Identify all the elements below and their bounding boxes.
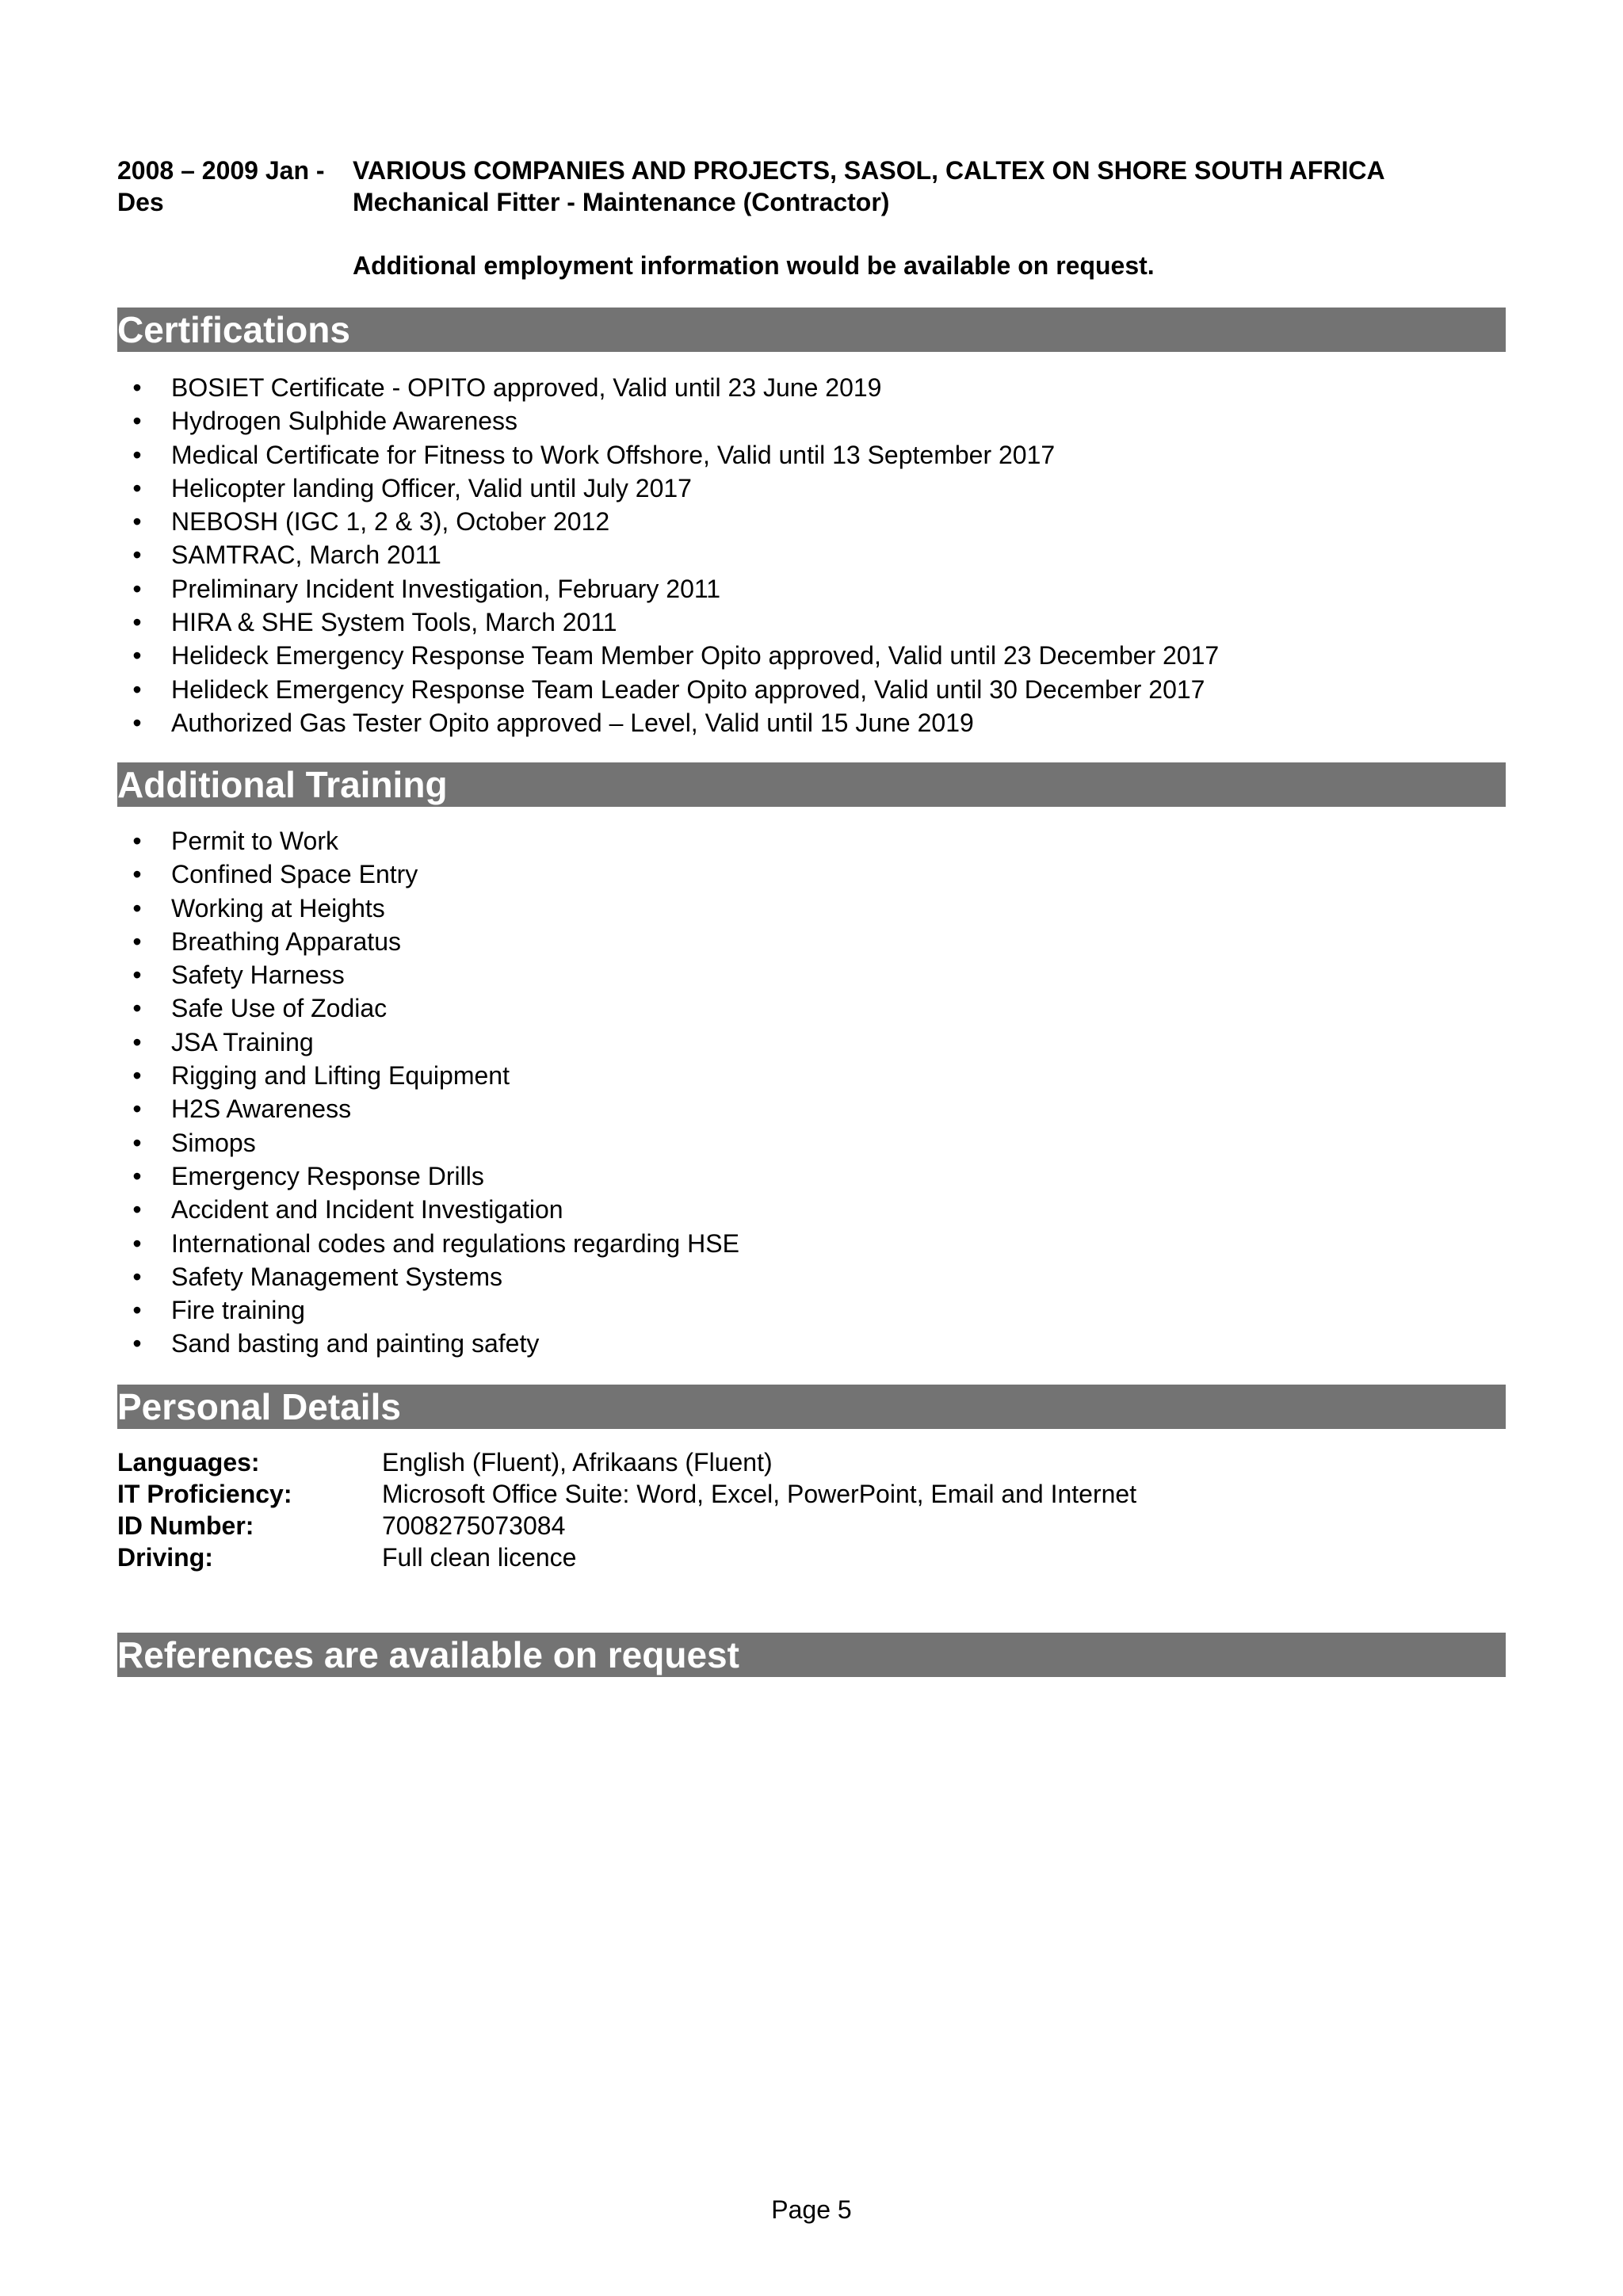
certification-item: [117, 706, 1512, 739]
bullet-icon: •: [132, 407, 142, 436]
training-item: [117, 1260, 1512, 1293]
training-item: [117, 1092, 1512, 1125]
bullet-icon: •: [132, 708, 142, 737]
training-item-text: Accident and Incident Investigation: [171, 1195, 563, 1224]
bullet-icon: •: [132, 1027, 142, 1056]
training-item-text: Fire training: [171, 1296, 305, 1325]
training-item-text: Rigging and Lifting Equipment: [171, 1061, 510, 1091]
certification-item-text: NEBOSH (IGC 1, 2 & 3), October 2012: [171, 507, 610, 537]
employment-date: 2008 – 2009 Jan - Des: [117, 156, 325, 216]
bullet-icon: •: [132, 926, 142, 956]
training-item: [117, 1227, 1512, 1260]
training-item: [117, 1059, 1512, 1092]
certification-item-text: SAMTRAC, March 2011: [171, 541, 441, 570]
training-item: [117, 892, 1512, 925]
training-item: [117, 925, 1512, 958]
personal-detail-value: English (Fluent), Afrikaans (Fluent): [382, 1448, 773, 1477]
training-item-text: Simops: [171, 1128, 256, 1157]
bullet-icon: •: [132, 373, 142, 402]
training-item: [117, 1327, 1512, 1360]
certification-item-text: Authorized Gas Tester Opito approved – Level, Valid until 15 June 2019: [171, 708, 974, 737]
certification-item-text: Medical Certificate for Fitness to Work Offshore, Valid until 13 September 2017: [171, 440, 1056, 469]
certification-item-text: HIRA & SHE System Tools, March 2011: [171, 608, 617, 637]
personal-detail-label: Driving:: [117, 1543, 213, 1572]
personal-detail-label: Languages:: [117, 1448, 260, 1477]
bullet-icon: •: [132, 1128, 142, 1157]
certification-item-text: BOSIET Certificate - OPITO approved, Valid until 23 June 2019: [171, 373, 882, 402]
bullet-icon: •: [132, 507, 142, 537]
training-item-text: Working at Heights: [171, 893, 385, 923]
training-item-text: International codes and regulations regarding HSE: [171, 1228, 739, 1258]
personal-detail-value: 7008275073084: [382, 1511, 566, 1540]
training-item-text: Confined Space Entry: [171, 860, 418, 889]
bullet-icon: •: [132, 1262, 142, 1291]
training-item-text: Safe Use of Zodiac: [171, 994, 388, 1023]
personal-detail-label: IT Proficiency:: [117, 1480, 292, 1508]
certification-item: [117, 472, 1512, 505]
bullet-icon: •: [132, 1228, 142, 1258]
personal-detail-value: Full clean licence: [382, 1543, 577, 1572]
training-item-text: H2S Awareness: [171, 1095, 352, 1124]
certification-item-text: Helideck Emergency Response Team Member Opito approved, Valid until 23 December 2017: [171, 641, 1220, 670]
bullet-icon: •: [132, 608, 142, 637]
bullet-icon: •: [132, 994, 142, 1023]
training-item: [117, 1293, 1512, 1327]
bullet-icon: •: [132, 1061, 142, 1091]
bullet-icon: •: [132, 1195, 142, 1224]
training-item: [117, 824, 1512, 858]
certification-item: [117, 673, 1512, 706]
bullet-icon: •: [132, 1329, 142, 1358]
personal-detail-value: Microsoft Office Suite: Word, Excel, PowerPoint, Email and Internet: [382, 1480, 1137, 1508]
certification-item: [117, 371, 1512, 404]
certification-item-text: Preliminary Incident Investigation, February 2011: [171, 574, 721, 603]
training-item-text: Breathing Apparatus: [171, 926, 401, 956]
certification-item: [117, 639, 1512, 672]
training-item: [117, 1126, 1512, 1159]
training-item-text: Safety Harness: [171, 961, 345, 990]
training-item-text: JSA Training: [171, 1027, 314, 1056]
page-number: Page 5: [771, 2195, 852, 2224]
bullet-icon: •: [132, 440, 142, 469]
bullet-icon: •: [132, 674, 142, 704]
bullet-icon: •: [132, 827, 142, 855]
certification-item: [117, 438, 1512, 472]
certification-item: [117, 572, 1512, 606]
training-item: [117, 991, 1512, 1025]
employment-company: VARIOUS COMPANIES AND PROJECTS, SASOL, CALTEX ON SHORE SOUTH AFRICA: [353, 156, 1385, 185]
certification-item-text: Helideck Emergency Response Team Leader Opito approved, Valid until 30 December 2017: [171, 674, 1205, 704]
additional-training-heading: Additional Training: [117, 762, 1506, 807]
certification-item: [117, 404, 1512, 437]
bullet-icon: •: [132, 1296, 142, 1325]
employment-note: Additional employment information would be available on request.: [353, 251, 1155, 280]
certification-item: [117, 505, 1512, 538]
references-heading: References are available on request: [117, 1633, 1506, 1677]
training-item-text: Permit to Work: [171, 827, 338, 855]
certifications-heading: Certifications: [117, 308, 1506, 352]
bullet-icon: •: [132, 574, 142, 603]
certification-item: [117, 606, 1512, 639]
bullet-icon: •: [132, 1095, 142, 1124]
bullet-icon: •: [132, 893, 142, 923]
training-item: [117, 858, 1512, 891]
training-item: [117, 1159, 1512, 1193]
personal-detail-label: ID Number:: [117, 1511, 254, 1540]
personal-details-heading: Personal Details: [117, 1385, 1506, 1429]
bullet-icon: •: [132, 473, 142, 502]
certification-item: [117, 538, 1512, 571]
employment-role: Mechanical Fitter - Maintenance (Contractor): [353, 188, 890, 216]
bullet-icon: •: [132, 541, 142, 570]
certifications-list: [117, 371, 1512, 739]
employment-details: [353, 155, 1526, 218]
bullet-icon: •: [132, 1161, 142, 1190]
certification-item-text: Hydrogen Sulphide Awareness: [171, 407, 518, 436]
training-item: [117, 1026, 1512, 1059]
bullet-icon: •: [132, 641, 142, 670]
training-item-text: Sand basting and painting safety: [171, 1329, 540, 1358]
training-item-text: Safety Management Systems: [171, 1262, 502, 1291]
additional-training-list: [117, 824, 1512, 1361]
bullet-icon: •: [132, 860, 142, 889]
training-item-text: Emergency Response Drills: [171, 1161, 484, 1190]
bullet-icon: •: [132, 961, 142, 990]
certification-item-text: Helicopter landing Officer, Valid until July 2017: [171, 473, 692, 502]
training-item: [117, 1193, 1512, 1226]
training-item: [117, 958, 1512, 991]
